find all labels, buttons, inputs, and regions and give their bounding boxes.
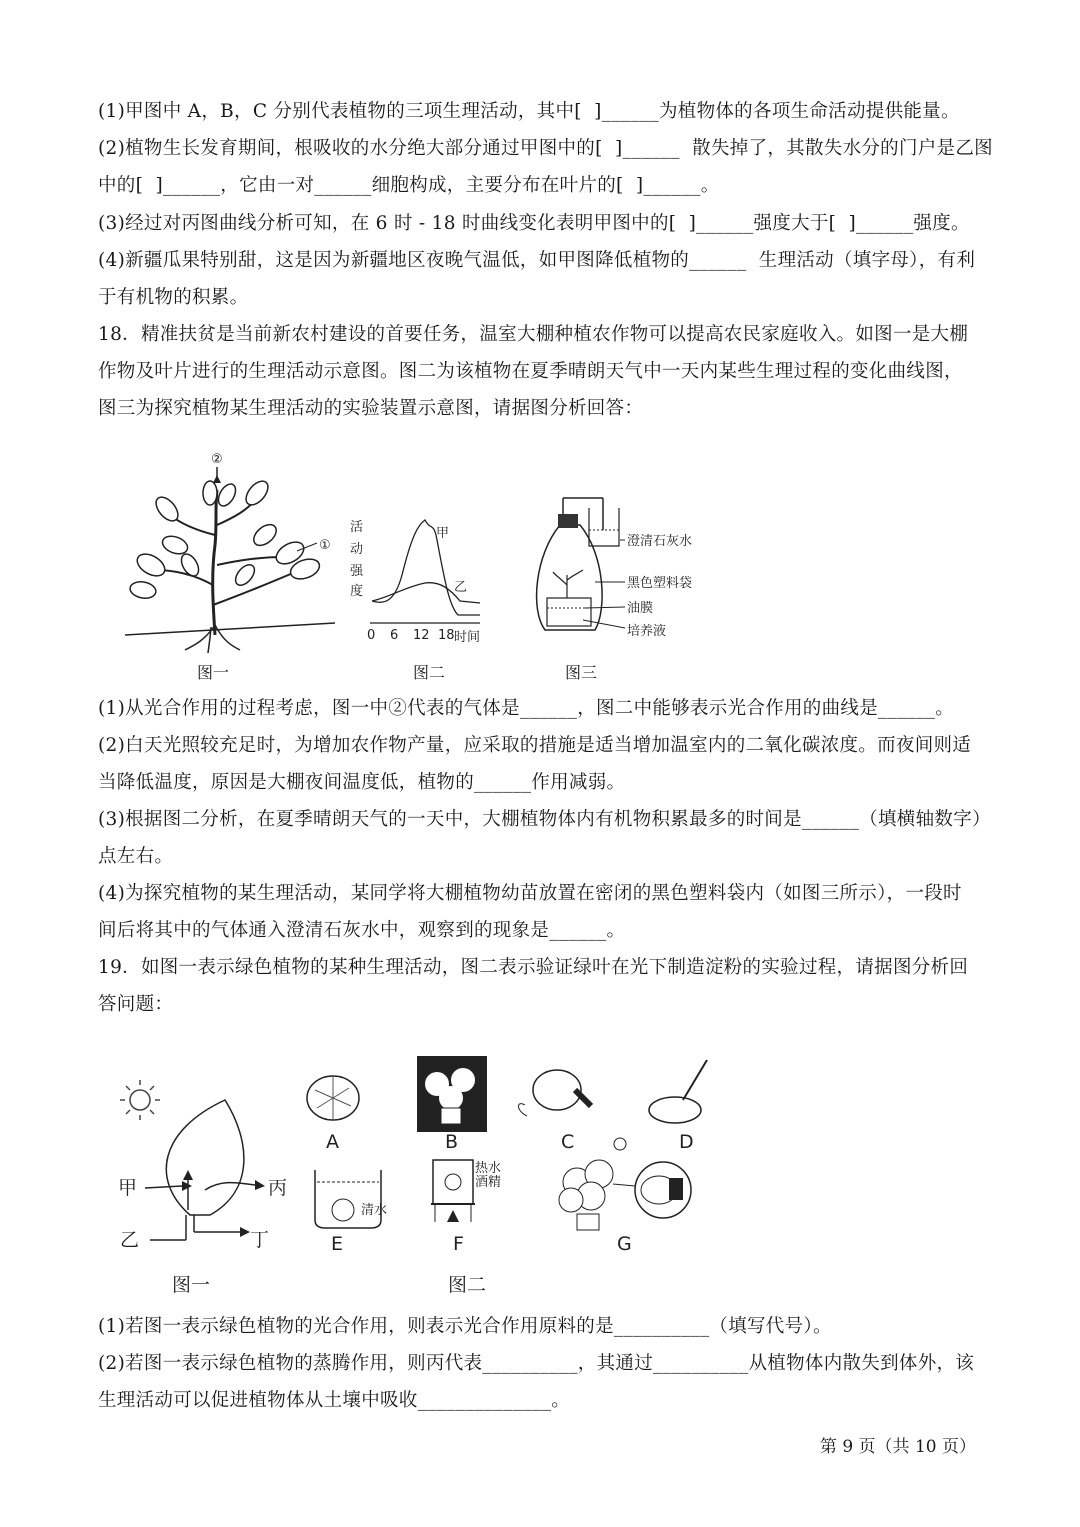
label-water: 清水 [361,1203,388,1218]
q18-intro-line1: 18．精准扶贫是当前新农村建设的首要任务，温室大棚种植农作物可以提高农民家庭收入。如图一是大棚 [98,324,969,345]
q18-figure2-caption: 图二 [413,663,446,682]
q18-figure2-chart [340,515,500,655]
step-c [519,1070,627,1153]
q18-intro-line2: 作物及叶片进行的生理活动示意图。图二为该植物在夏季晴朗天气中一天内某些生理过程的变化曲线图， [98,361,963,382]
step-a [307,1076,359,1153]
q17-part2-line1: (2)植物生长发育期间，根吸收的水分绝大部分通过甲图中的[ ]______ 散失掉了，其散失水分的门户是乙图 [98,138,993,159]
x-tick: 12 [413,628,430,643]
q17-part4-line1: (4)新疆瓜果特别甜，这是因为新疆地区夜晚气温低，如甲图降低植物的______ 生理活动（填字母），有利 [98,250,976,271]
q19-intro-line1: 19．如图一表示绿色植物的某种生理活动，图二表示验证绿叶在光下制造淀粉的实验过程，请据图分析回 [98,957,969,978]
label-yi: 乙 [120,1229,140,1251]
q18-sub4-line1: (4)为探究植物的某生理活动，某同学将大棚植物幼苗放置在密闭的黑色塑料袋内（如图三所示），一段时 [98,883,962,904]
page-footer: 第 9 页（共 10 页） [819,1437,976,1457]
q19-intro-line2: 答问题： [98,994,174,1015]
step-label: E [331,1233,344,1255]
step-g [559,1160,691,1255]
q18-sub2-line1: (2)白天光照较充足时，为增加农作物产量，应采取的措施是适当增加温室内的二氧化碳浓度。而夜间则适 [98,735,972,756]
ylabel-char: 度 [350,584,364,599]
q17-part4-line2: 于有机物的积累。 [98,287,249,308]
step-label: C [561,1131,575,1153]
q18-figure3-caption: 图三 [565,663,598,682]
q18-sub4-line2: 间后将其中的气体通入澄清石灰水中，观察到的现象是______。 [98,920,626,941]
label-alcohol: 酒精 [475,1175,502,1190]
step-label: G [617,1233,632,1255]
curve-label-jia: 甲 [436,526,450,541]
q18-figure3-apparatus [525,490,715,650]
sun-icon [120,1080,160,1120]
step-f [431,1160,501,1255]
x-tick: 18 [438,628,455,643]
q17-part1: (1)甲图中 A，B，C 分别代表植物的三项生理活动，其中[ ]______为植物体的各项生命活动提供能量。 [98,101,960,122]
mark-1: ① [319,538,331,553]
q19-sub2-line1: (2)若图一表示绿色植物的蒸腾作用，则丙代表__________，其通过__________从植物体内散失到体外，该 [98,1353,975,1374]
q19-figure1-caption: 图一 [172,1274,211,1296]
ylabel-char: 动 [350,542,364,557]
label-oil-film: 油膜 [627,601,654,616]
label-hot-water: 热水 [475,1161,502,1176]
q17-part2-line2: 中的[ ]______，它由一对______细胞构成，主要分布在叶片的[ ]______。 [98,175,720,196]
step-b [417,1056,487,1153]
q19-figure2-steps [295,1050,715,1260]
step-label: A [326,1131,339,1153]
q18-sub1: (1)从光合作用的过程考虑，图一中②代表的气体是______，图二中能够表示光合作用的曲线是______。 [98,698,955,719]
curve-label-yi: 乙 [454,580,468,595]
q18-sub3-line1: (3)根据图二分析，在夏季晴朗天气的一天中，大棚植物体内有机物积累最多的时间是______（填横轴数字） [98,809,991,830]
label-limewater: 澄清石灰水 [627,534,693,549]
step-label: B [445,1131,459,1153]
q19-sub2-line2: 生理活动可以促进植物体从土壤中吸收______________。 [98,1390,571,1411]
q18-sub3-line2: 点左右。 [98,846,174,867]
label-ding: 丁 [250,1229,270,1251]
ylabel-char: 活 [350,520,364,535]
step-e [315,1170,387,1255]
q18-sub2-line2: 当降低温度，原因是大棚夜间温度低，植物的______作用减弱。 [98,772,626,793]
q19-figure2-caption: 图二 [448,1274,487,1296]
q19-figure1-leaf [110,1070,300,1260]
step-d [649,1060,707,1153]
mark-2: ② [211,452,223,467]
label-black-bag: 黑色塑料袋 [627,576,693,591]
q19-sub1: (1)若图一表示绿色植物的光合作用，则表示光合作用原料的是__________（填写代号）。 [98,1316,832,1337]
label-culture: 培养液 [627,624,667,639]
q18-figure1-caption: 图一 [197,663,230,682]
step-label: F [453,1233,464,1255]
q17-part3: (3)经过对丙图曲线分析可知，在 6 时 - 18 时曲线变化表明甲图中的[ ]______强度大于[ ]______强度。 [98,213,970,234]
ylabel-char: 强 [350,564,364,579]
x-tick: 6 [390,628,399,643]
x-tick: 0 [367,628,376,643]
x-axis-label: 时间 [454,630,481,645]
label-jia: 甲 [118,1177,138,1199]
q18-intro-line3: 图三为探究植物某生理活动的实验装置示意图，请据图分析回答： [98,398,644,419]
label-bing: 丙 [268,1177,288,1199]
step-label: D [679,1131,694,1153]
q18-figure1-plant [115,445,340,655]
